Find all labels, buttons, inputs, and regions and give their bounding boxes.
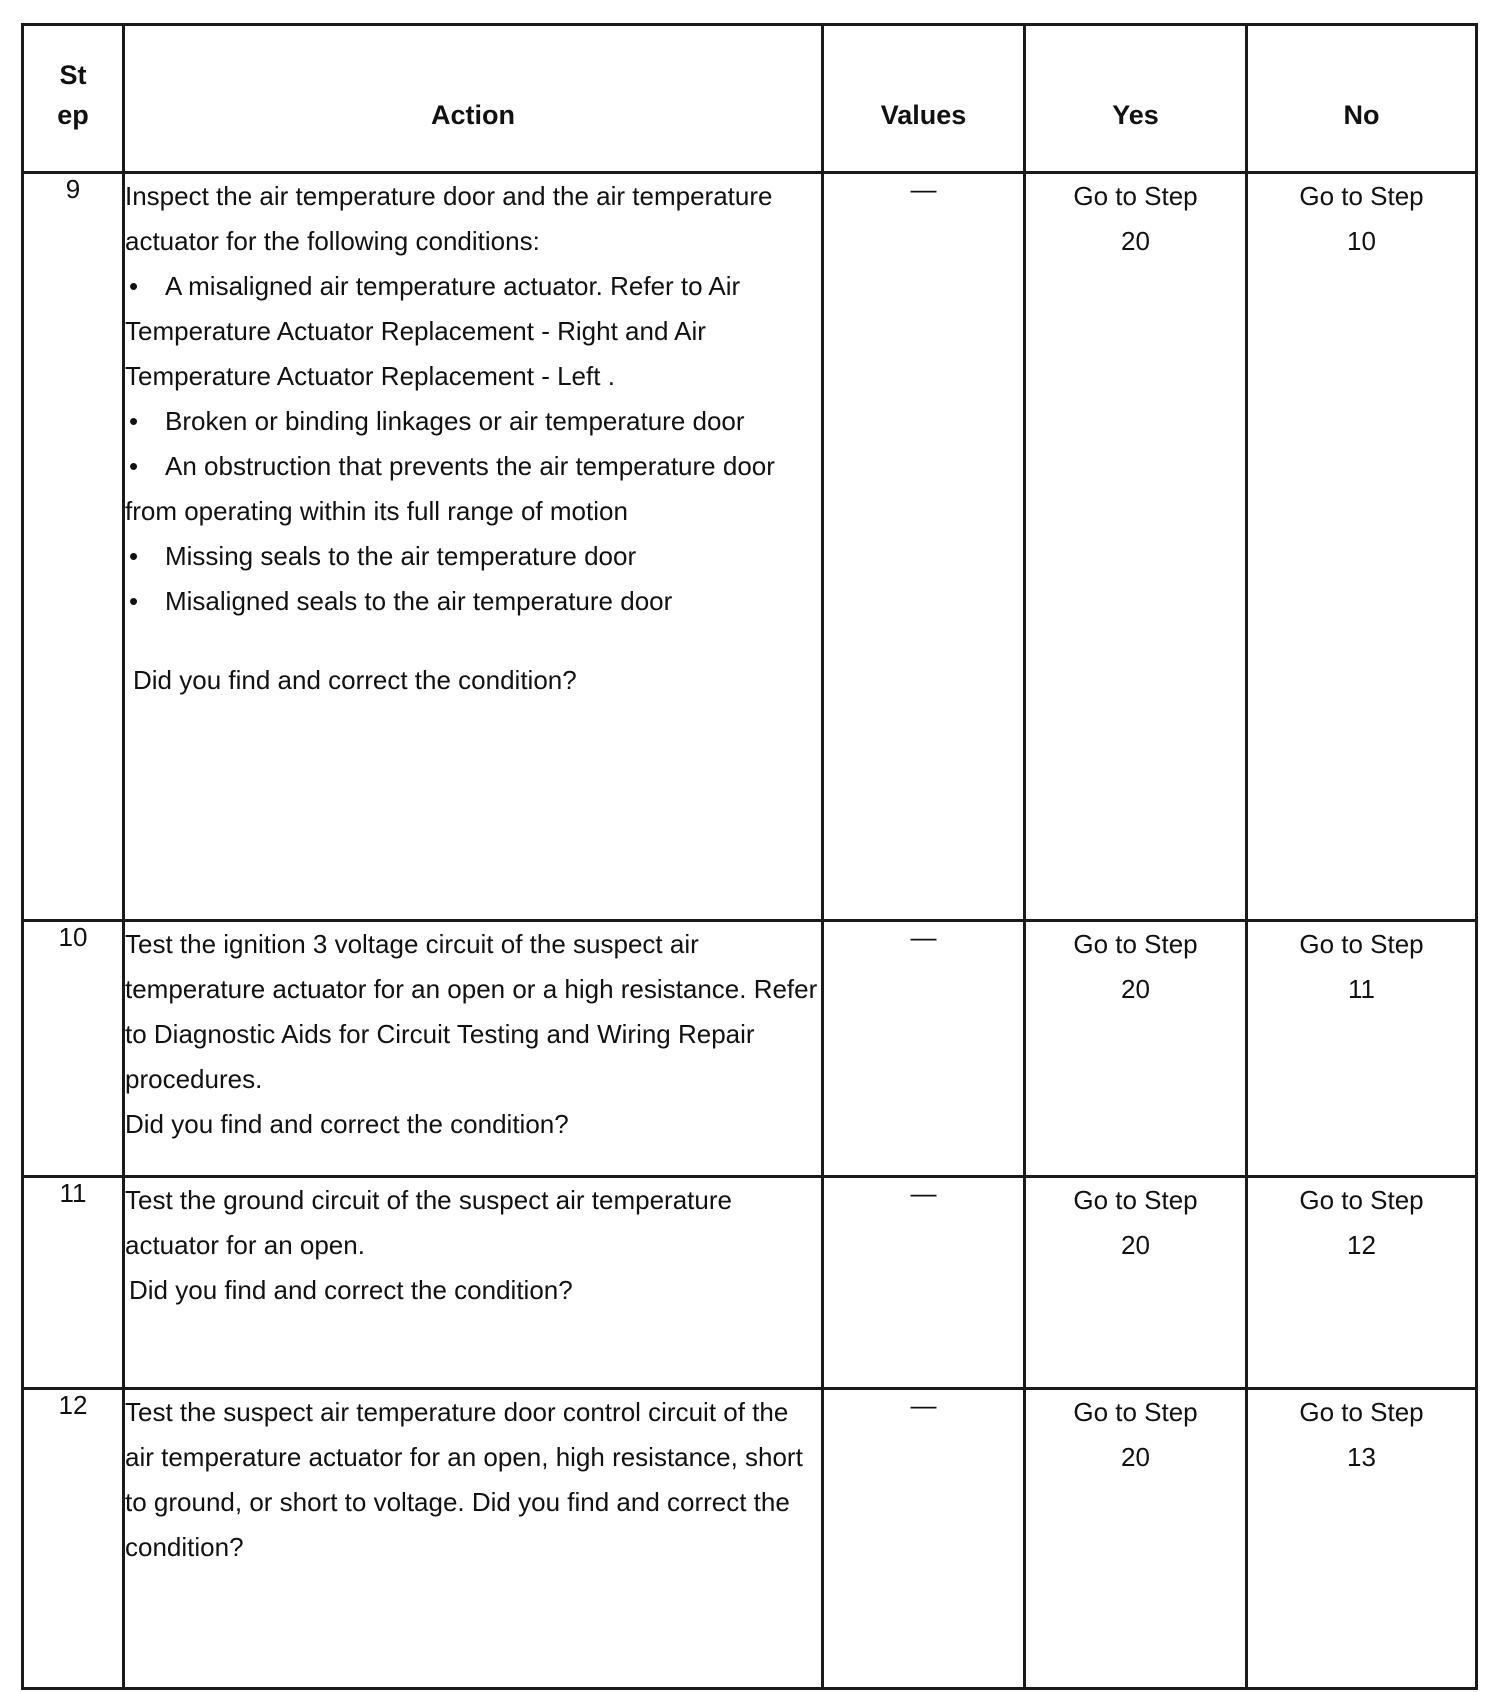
values-cell: — — [823, 1389, 1025, 1689]
yes-cell — [1025, 921, 1247, 1177]
no-cell — [1247, 1389, 1477, 1689]
bullet-item — [125, 444, 821, 534]
bullet-icon: • — [129, 586, 139, 616]
step-number: 9 — [23, 173, 124, 921]
action-text: Test the ground circuit of the suspect air temperature actuator for an open. — [125, 1185, 732, 1260]
yes-cell — [1025, 1389, 1247, 1689]
header-yes — [1025, 25, 1247, 173]
values-cell: — — [823, 173, 1025, 921]
values-cell: — — [823, 921, 1025, 1177]
yes-goto-label: Go to Step — [1073, 1397, 1198, 1427]
yes-goto-step: 20 — [1121, 1442, 1150, 1472]
header-no — [1247, 25, 1477, 173]
action-question: Did you find and correct the condition? — [125, 1109, 569, 1139]
yes-goto-label: Go to Step — [1073, 929, 1198, 959]
step-number: 10 — [23, 921, 124, 1177]
yes-goto-step: 20 — [1121, 1230, 1150, 1260]
action-cell — [124, 1389, 823, 1689]
action-text: Test the ignition 3 voltage circuit of the suspect air temperature actuator for an open or a high resistance. Refer to Diagnostic Aids for Circuit Testing and Wiring Repair procedures. — [125, 929, 818, 1094]
bullet-item — [125, 579, 821, 624]
bullet-item — [125, 399, 821, 444]
no-cell — [1247, 1177, 1477, 1389]
table-header-row — [23, 25, 1477, 173]
no-goto-step: 11 — [1348, 974, 1375, 1004]
no-goto-label: Go to Step — [1299, 1397, 1424, 1427]
action-question: Did you find and correct the condition? — [129, 1275, 573, 1305]
action-cell — [124, 1177, 823, 1389]
header-values — [823, 25, 1025, 173]
yes-goto-step: 20 — [1121, 974, 1150, 1004]
table-row — [23, 921, 1477, 1177]
action-cell — [124, 921, 823, 1177]
no-goto-step: 12 — [1347, 1230, 1376, 1260]
no-cell — [1247, 173, 1477, 921]
spacer — [125, 624, 821, 658]
action-cell — [124, 173, 823, 921]
values-cell: — — [823, 1177, 1025, 1389]
bullet-icon: • — [129, 541, 139, 571]
bullet-text: Broken or binding linkages or air temperature door — [165, 406, 745, 436]
bullet-icon: • — [129, 451, 139, 481]
header-action-label: Action — [431, 100, 515, 130]
yes-cell — [1025, 1177, 1247, 1389]
header-action — [124, 25, 823, 173]
header-no-label: No — [1343, 100, 1380, 130]
bullet-text: A misaligned air temperature actuator. Refer to Air Temperature Actuator Replacement - Right and Air Temperature Actuator Replacement - Left . — [125, 271, 741, 391]
table-row — [23, 1177, 1477, 1389]
header-step — [23, 25, 124, 173]
yes-goto-label: Go to Step — [1073, 181, 1198, 211]
step-number: 12 — [23, 1389, 124, 1689]
action-question: Did you find and correct the condition? — [133, 665, 577, 695]
no-goto-step: 10 — [1347, 226, 1376, 256]
no-goto-label: Go to Step — [1299, 181, 1424, 211]
header-values-label: Values — [880, 100, 967, 130]
header-step-label: Step — [57, 60, 89, 130]
action-text: Test the suspect air temperature door control circuit of the air temperature actuator for an open, high resistance, short to ground, or short to voltage. Did you find and correct the condition? — [125, 1397, 803, 1562]
bullet-item — [125, 264, 821, 399]
no-goto-label: Go to Step — [1299, 929, 1424, 959]
yes-cell — [1025, 173, 1247, 921]
no-goto-step: 13 — [1347, 1442, 1376, 1472]
table-row — [23, 1389, 1477, 1689]
header-yes-label: Yes — [1112, 100, 1159, 130]
table-row — [23, 173, 1477, 921]
yes-goto-label: Go to Step — [1073, 1185, 1198, 1215]
action-intro: Inspect the air temperature door and the air temperature actuator for the following conditions: — [125, 181, 773, 256]
no-cell — [1247, 921, 1477, 1177]
bullet-item — [125, 534, 821, 579]
bullet-icon: • — [129, 271, 139, 301]
no-goto-label: Go to Step — [1299, 1185, 1424, 1215]
bullet-icon: • — [129, 406, 139, 436]
bullet-text: Missing seals to the air temperature door — [165, 541, 637, 571]
yes-goto-step: 20 — [1121, 226, 1150, 256]
bullet-text: Misaligned seals to the air temperature door — [165, 586, 673, 616]
bullet-text: An obstruction that prevents the air temperature door from operating within its full range of motion — [125, 451, 775, 526]
step-number: 11 — [23, 1177, 124, 1389]
diagnostic-table — [21, 23, 1478, 1690]
